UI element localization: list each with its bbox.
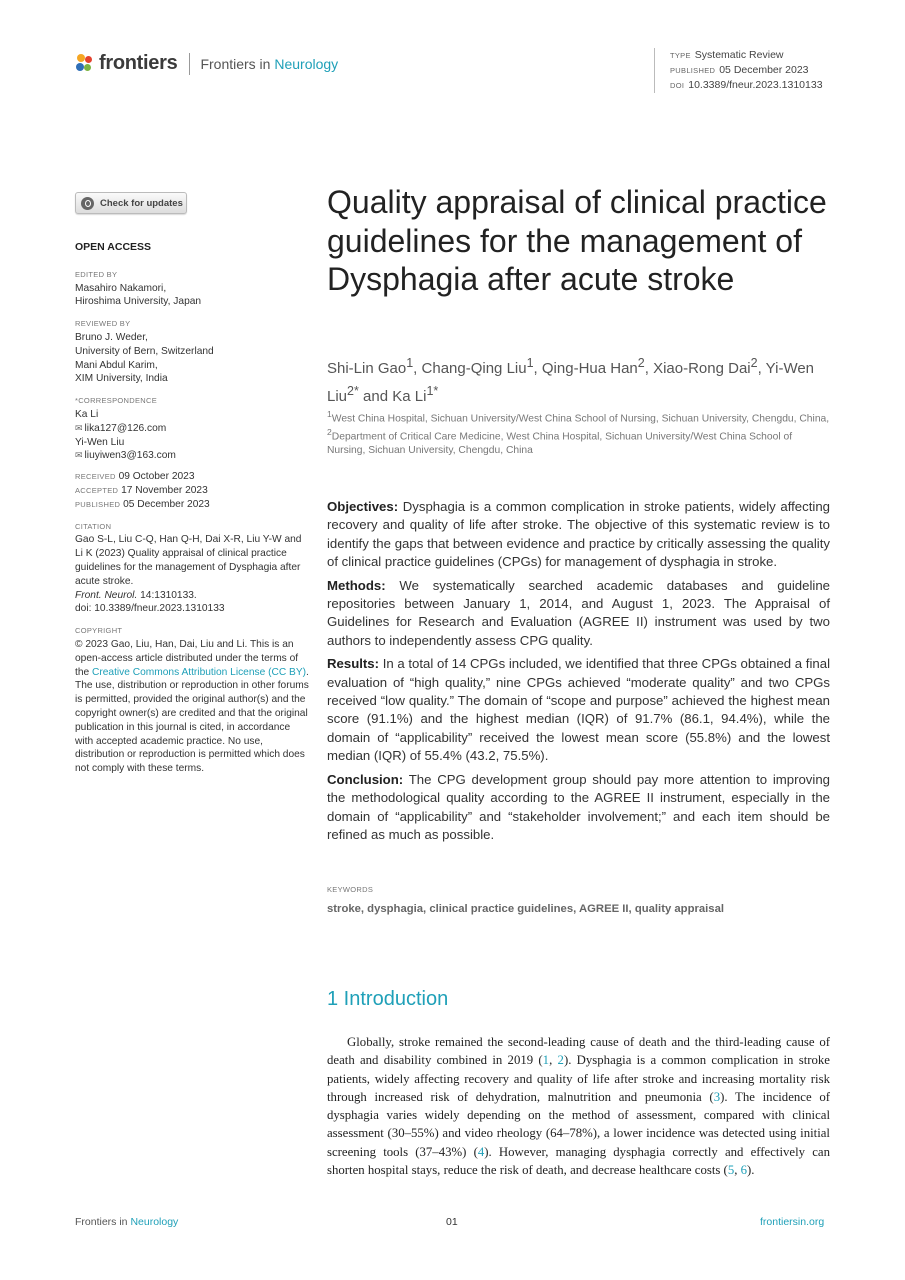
article-meta: TYPE Systematic Review PUBLISHED 05 December 2023 DOI 10.3389/fneur.2023.1310133: [654, 48, 823, 93]
citation-link[interactable]: 2: [557, 1053, 564, 1068]
article-sidebar: [75, 241, 310, 776]
author[interactable]: Chang-Qing Liu$^1$: [421, 356, 534, 377]
author-list: Shi-Lin Gao$^1$, Chang-Qing Liu$^1$, Qing-Hua Han$^2$, Xiao-Rong Dai$^2$, Yi-Wen Liu$^{2*}$ and Ka $Li^{1*}$: [327, 356, 815, 405]
author[interactable]: Ka $Li^{1*}$: [392, 384, 439, 405]
doi[interactable]: 10.3389/fneur.2023.1310133: [688, 79, 823, 91]
keywords: stroke, dysphagia, clinical practice guidelines, AGREE II, quality appraisal: [327, 903, 724, 915]
author[interactable]: Yi-Wen Liu$^{2*}$: [327, 360, 815, 405]
author[interactable]: Xiao-Rong Dai$^2$: [653, 356, 758, 377]
introduction-paragraph: Globally, stroke remained the second-leading cause of death and the third-leading cause of death and disability combined in 2019 (1, 2). Dysphagia is a common complication in stroke patients, widely affecting recovery and quality of life after stroke and increasing mortality risk through increased risk of dehydration, malnutrition and pneumonia (3). The incidence of dysphagia varies widely depending on the method of assessment, compared with clinical assessment (30–55%) and video rheology (64–78%), a lower incidence was detected using initial screening tools (37–43%) (4). However, managing dysphagia correctly and effectively can shorten hospital stays, reduce the risk of death, and decrease healthcare costs (5, 6).: [327, 1035, 830, 1178]
update-icon: [81, 197, 94, 210]
frontiers-logo[interactable]: [75, 52, 338, 75]
correspondence-label: *CORRESPONDENCE: [75, 396, 158, 406]
journal-name: Frontiers in Neurology: [200, 55, 339, 72]
accepted-date: ACCEPTED 17 November 2023: [75, 484, 208, 496]
reviewed-by-label: REVIEWED BY: [75, 319, 131, 329]
license-link[interactable]: Creative Commons Attribution License (CC BY): [92, 666, 307, 678]
abstract-conclusion: Conclusion: The CPG development group should pay more attention to improving the methodological quality according to the AGREE II instrument, especially in the domain of “applicability” and “stakeholder involvement;” and each item should be refined as much as possible.: [327, 771, 830, 842]
keywords-label: KEYWORDS: [327, 885, 374, 894]
brand-name: frontiers: [99, 52, 178, 74]
copyright-label: COPYRIGHT: [75, 626, 123, 636]
citation-label: CITATION: [75, 521, 112, 531]
frontiers-logo-icon: [75, 53, 95, 75]
reviewer-name: Bruno J. Weder,: [75, 331, 148, 343]
abstract-methods: Methods: We systematically searched academic databases and guideline repositories between January 1, 2014, and August 1, 2023. The Appraisal of Guidelines for Research and Evaluation (AGREE II) instrument was used by two authors to independently assess CPG quality.: [327, 577, 830, 648]
page-number: 01: [446, 1216, 458, 1228]
footer-site-link[interactable]: frontiersin.org: [760, 1216, 825, 1228]
mail-icon: ✉: [75, 422, 83, 433]
author[interactable]: Qing-Hua Han$^2$: [541, 356, 645, 377]
correspondent-name: Ka Li: [75, 408, 99, 420]
affiliations: $^1$West China Hospital, Sichuan University/West China School of Nursing, Sichuan University, Chengdu, China, $^2$Department of Critical Care Medicine, West China Hospital, Sichuan University/West China School of Nursing, Sichuan University, Chengdu, China: [327, 409, 830, 456]
mail-icon: ✉: [75, 450, 83, 461]
citation-link[interactable]: 6: [740, 1163, 748, 1178]
article-type: Systematic Review: [694, 49, 784, 61]
reviewer-name: Mani Abdul Karim,: [75, 359, 158, 371]
article-title: Quality appraisal of clinical practice guidelines for the management of Dysphagia after acute stroke: [327, 184, 827, 297]
correspondent-name: Yi-Wen Liu: [75, 436, 125, 448]
footer-journal: Frontiers in Neurology: [75, 1216, 179, 1228]
correspondent-email[interactable]: ✉ lika127@126.com: [75, 422, 167, 434]
citation-text: Gao S-L, Liu C-Q, Han Q-H, Dai X-R, Liu Y-W and Li K (2023) Quality appraisal of clinical practice guidelines for the management of Dysphagia after acute stroke. Front. Neurol. 14:1310133. doi: 10.3389/fneur.2023.1310133: [75, 534, 302, 615]
logo-divider: [189, 53, 190, 75]
citation-link[interactable]: 1: [542, 1053, 550, 1068]
author[interactable]: Shi-Lin Gao$^1$: [327, 356, 414, 377]
citation-link[interactable]: 4: [477, 1144, 485, 1159]
correspondent-email[interactable]: ✉ liuyiwen3@163.com: [75, 450, 176, 462]
open-access-label: OPEN ACCESS: [75, 241, 152, 253]
citation-link[interactable]: 3: [713, 1089, 721, 1104]
received-date: RECEIVED 09 October 2023: [75, 471, 195, 483]
edited-by-label: EDITED BY: [75, 269, 118, 279]
copyright-text: © 2023 Gao, Liu, Han, Dai, Liu and Li. This is an open-access article distributed under the terms of the Creative Commons Attribution License (CC BY). The use, distribution or reproduction in other forums is permitted, provided the original author(s) and the copyright owner(s) are credited and that the original publication in this journal is cited, in accordance with accepted academic practice. No use, distribution or reproduction is permitted which does not comply with these terms.: [75, 638, 309, 775]
abstract: [327, 498, 830, 849]
citation-link[interactable]: 5: [727, 1163, 735, 1178]
reviewer-affiliation: University of Bern, Switzerland: [75, 345, 214, 357]
section-heading: 1 Introduction: [327, 988, 449, 1010]
editor-name: Masahiro Nakamori,: [75, 282, 167, 294]
published-date: 05 December 2023: [719, 64, 809, 76]
editor-affiliation: Hiroshima University, Japan: [75, 296, 202, 308]
check-for-updates-button[interactable]: Check for updates: [75, 192, 187, 214]
published-date: PUBLISHED 05 December 2023: [75, 498, 210, 510]
reviewer-affiliation: XIM University, India: [75, 373, 168, 385]
abstract-results: Results: In a total of 14 CPGs included, we identified that three CPGs obtained a final evaluation of “high quality,” nine CPGs achieved “moderate quality” and two CPGs received “low quality.” The domain of “scope and purpose” achieved the highest mean score (91.1%) and the highest median (IQR) of 91.7% (86.1, 94.4%), while the domain of “applicability” received the lowest mean score (55.8%) and the lowest median (IQR) of 55.4% (43.2, 75.5%).: [327, 656, 830, 764]
abstract-objectives: Objectives: Dysphagia is a common complication in stroke patients, widely affecting recovery and quality of life after stroke. The objective of this systematic review is to identify the gaps that between evidence and practice by critically assessing the quality of clinical practice guidelines (CPGs) for management of dysphagia in stroke.: [327, 499, 830, 570]
